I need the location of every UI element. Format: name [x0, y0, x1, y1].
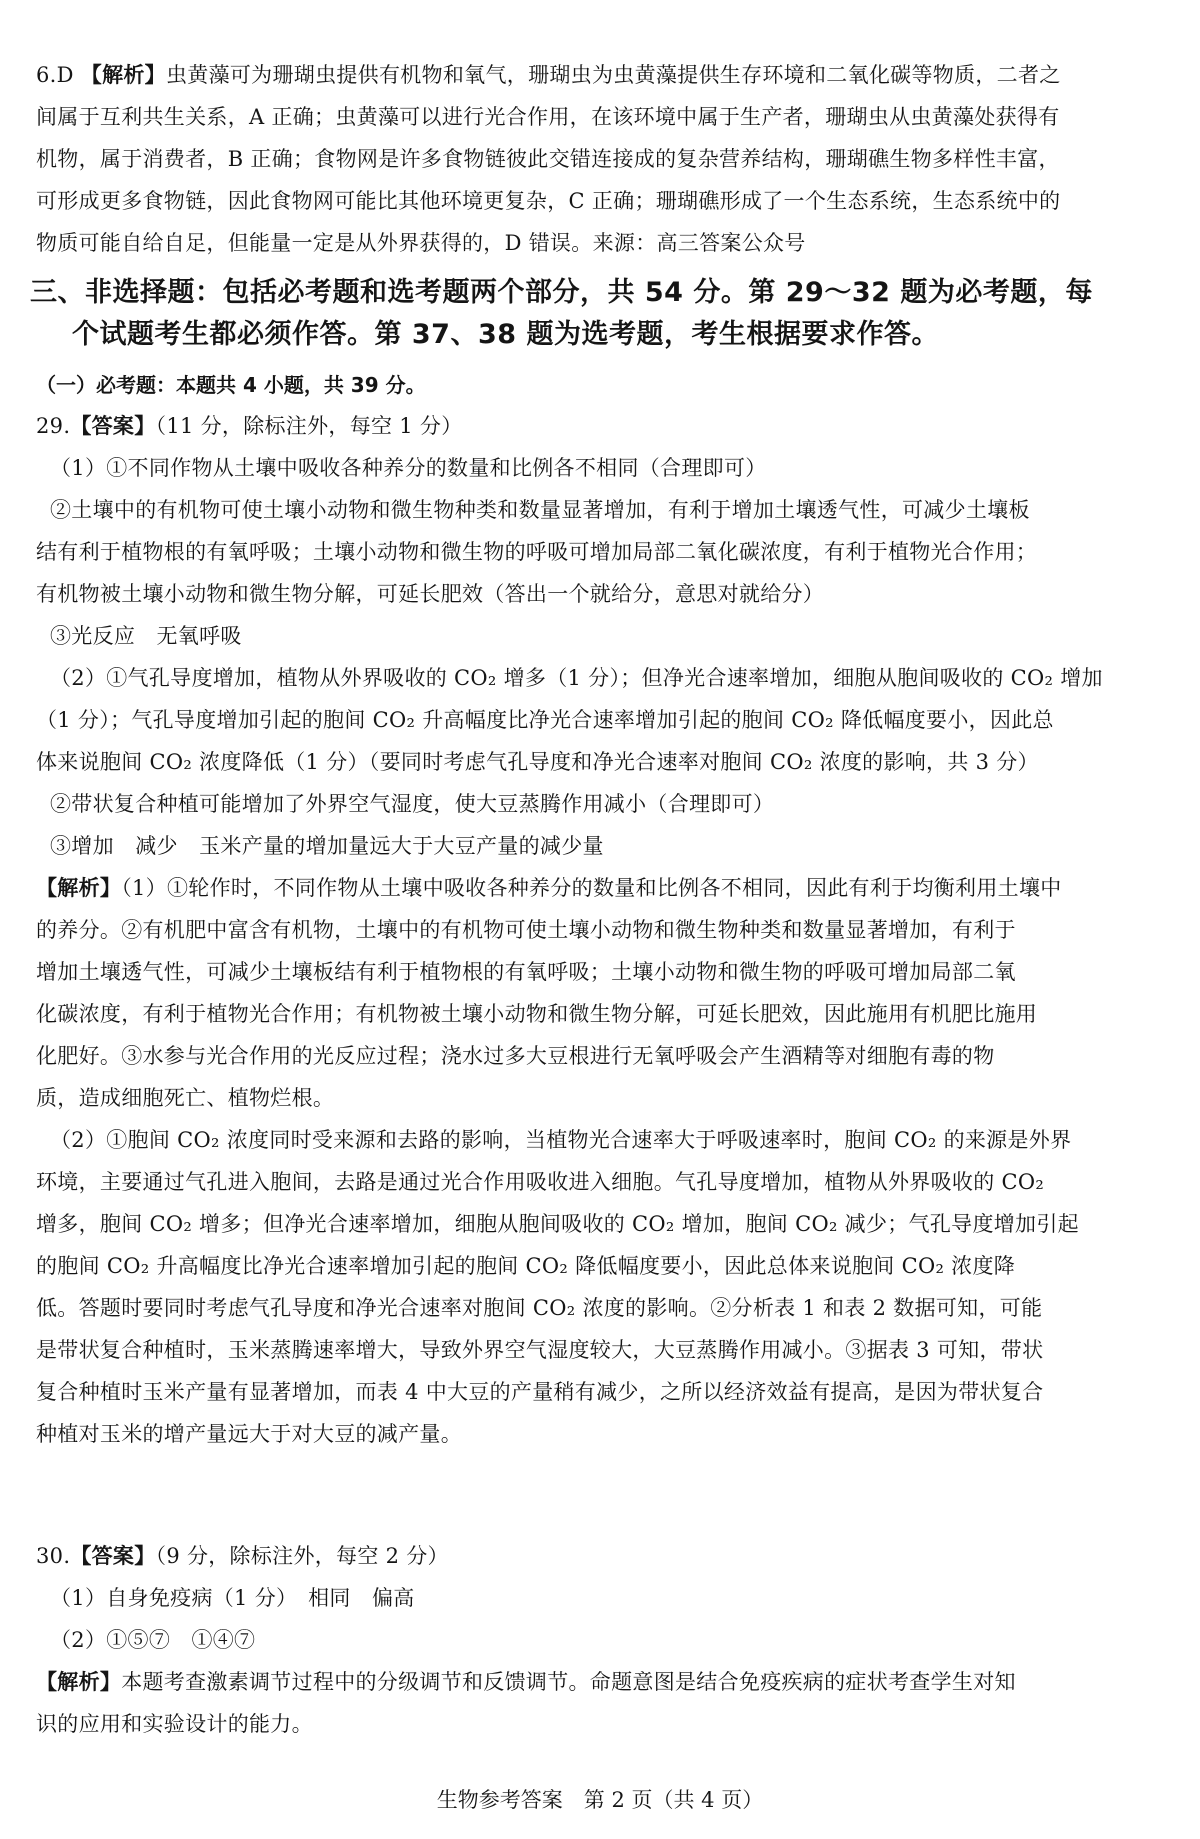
- q29-analysis-line-14: 种植对玉米的增产量远大于对大豆的减产量。: [36, 1422, 462, 1446]
- q30-analysis-line-1: 【解析】本题考查激素调节过程中的分级调节和反馈调节。命题意图是结合免疫疾病的症状考查学生对知: [36, 1670, 1016, 1694]
- q29-answer-line-1: （1）①不同作物从土壤中吸收各种养分的数量和比例各不相同（合理即可）: [50, 456, 767, 480]
- q6-line-4: 可形成更多食物链，因此食物网可能比其他环境更复杂，C 正确；珊瑚礁形成了一个生态系统，生态系统中的: [36, 189, 1061, 213]
- q29-analysis-line-4: 化碳浓度，有利于植物光合作用；有机物被土壤小动物和微生物分解，可延长肥效，因此施用有机肥比施用: [36, 1002, 1038, 1026]
- q29-analysis-line-3: 增加土壤透气性，可减少土壤板结有利于植物根的有氧呼吸；土壤小动物和微生物的呼吸可增加局部二氧: [36, 960, 1016, 984]
- q29-answer-line-8: 体来说胞间 CO₂ 浓度降低（1 分）（要同时考虑气孔导度和净光合速率对胞间 CO₂ 浓度的影响，共 3 分）: [36, 750, 1039, 774]
- q6-line-1: 6.D 【解析】虫黄藻可为珊瑚虫提供有机物和氧气，珊瑚虫为虫黄藻提供生存环境和二氧化碳等物质，二者之: [36, 63, 1061, 87]
- q29-header: 29.【答案】（11 分，除标注外，每空 1 分）: [36, 414, 463, 438]
- q29-analysis-line-1: 【解析】（1）①轮作时，不同作物从土壤中吸收各种养分的数量和比例各不相同，因此有利于均衡利用土壤中: [36, 876, 1062, 900]
- section3-line-1: 三、非选择题：包括必考题和选考题两个部分，共 54 分。第 29～32 题为必考题，每: [30, 277, 1093, 308]
- q29-analysis-line-13: 复合种植时玉米产量有显著增加，而表 4 中大豆的产量稍有减少，之所以经济效益有提高，是因为带状复合: [36, 1380, 1044, 1404]
- q29-answer-line-6: （2）①气孔导度增加，植物从外界吸收的 CO₂ 增多（1 分）；但净光合速率增加，细胞从胞间吸收的 CO₂ 增加: [50, 666, 1103, 690]
- q30-header: 30.【答案】（9 分，除标注外，每空 2 分）: [36, 1544, 449, 1568]
- q30-analysis-tag: 【解析】: [36, 1670, 122, 1694]
- q29-analysis-line-8: 环境，主要通过气孔进入胞间，去路是通过光合作用吸收进入细胞。气孔导度增加，植物从外界吸收的 CO₂: [36, 1170, 1045, 1194]
- q29-analysis-line-6: 质，造成细胞死亡、植物烂根。: [36, 1086, 335, 1110]
- q6-line-3: 机物，属于消费者，B 正确；食物网是许多食物链彼此交错连接成的复杂营养结构，珊瑚礁生物多样性丰富，: [36, 147, 1060, 171]
- q29-answer-line-4: 有机物被土壤小动物和微生物分解，可延长肥效（答出一个就给分，意思对就给分）: [36, 582, 825, 606]
- q29-analysis-line-10: 的胞间 CO₂ 升高幅度比净光合速率增加引起的胞间 CO₂ 降低幅度要小，因此总体来说胞间 CO₂ 浓度降: [36, 1254, 1016, 1278]
- q29-block: [36, 405, 1166, 1455]
- q29-answer-line-3: 结有利于植物根的有氧呼吸；土壤小动物和微生物的呼吸可增加局部二氧化碳浓度，有利于植物光合作用；: [36, 540, 1038, 564]
- q29-analysis-tag: 【解析】: [36, 876, 122, 900]
- section3-line-2: 个试题考生都必须作答。第 37、38 题为选考题，考生根据要求作答。: [72, 319, 939, 350]
- q29-answer-tag: 【答案】: [70, 414, 156, 438]
- q30-answer-line-1: （1）自身免疫病（1 分） 相同 偏高: [50, 1586, 415, 1610]
- q6-block: [36, 54, 1166, 264]
- q29-answer-line-7: （1 分）；气孔导度增加引起的胞间 CO₂ 升高幅度比净光合速率增加引起的胞间 CO₂ 降低幅度要小，因此总: [36, 708, 1054, 732]
- q30-analysis-line-2: 识的应用和实验设计的能力。: [36, 1712, 313, 1736]
- q29-answer-line-10: ③增加 减少 玉米产量的增加量远大于大豆产量的减少量: [50, 834, 604, 858]
- q29-analysis-line-9: 增多，胞间 CO₂ 增多；但净光合速率增加，细胞从胞间吸收的 CO₂ 增加，胞间 CO₂ 减少；气孔导度增加引起: [36, 1212, 1079, 1236]
- q6-analysis-tag: 【解析】: [80, 63, 166, 87]
- section3-subheading: [36, 365, 1166, 405]
- q29-analysis-line-2: 的养分。②有机肥中富含有机物，土壤中的有机物可使土壤小动物和微生物种类和数量显著增加，有利于: [36, 918, 1016, 942]
- q29-analysis-line-5: 化肥好。③水参与光合作用的光反应过程；浇水过多大豆根进行无氧呼吸会产生酒精等对细胞有毒的物: [36, 1044, 995, 1068]
- q29-analysis-line-12: 是带状复合种植时，玉米蒸腾速率增大，导致外界空气湿度较大，大豆蒸腾作用减小。③据表 3 可知，带状: [36, 1338, 1044, 1362]
- q29-answer-line-5: ③光反应 无氧呼吸: [50, 624, 242, 648]
- q30-answer-line-2: （2）①⑤⑦ ①④⑦: [50, 1628, 256, 1652]
- q6-line-5: 物质可能自给自足，但能量一定是从外界获得的，D 错误。来源：高三答案公众号: [36, 231, 806, 255]
- q29-analysis-line-7: （2）①胞间 CO₂ 浓度同时受来源和去路的影响，当植物光合速率大于呼吸速率时，胞间 CO₂ 的来源是外界: [50, 1128, 1072, 1152]
- q30-block: [36, 1535, 1166, 1745]
- q6-line-2: 间属于互利共生关系，A 正确；虫黄藻可以进行光合作用，在该环境中属于生产者，珊瑚虫从虫黄藻处获得有: [36, 105, 1060, 129]
- q30-answer-tag: 【答案】: [70, 1544, 156, 1568]
- q29-analysis-line-11: 低。答题时要同时考虑气孔导度和净光合速率对胞间 CO₂ 浓度的影响。②分析表 1 和表 2 数据可知，可能: [36, 1296, 1043, 1320]
- section3-heading: [30, 272, 1160, 356]
- page-footer: 生物参考答案 第 2 页（共 4 页）: [436, 1788, 764, 1812]
- required-questions-heading: （一）必考题：本题共 4 小题，共 39 分。: [36, 373, 426, 397]
- q29-answer-line-9: ②带状复合种植可能增加了外界空气湿度，使大豆蒸腾作用减小（合理即可）: [50, 792, 775, 816]
- q29-answer-line-2: ②土壤中的有机物可使土壤小动物和微生物种类和数量显著增加，有利于增加土壤透气性，可减少土壤板: [50, 498, 1030, 522]
